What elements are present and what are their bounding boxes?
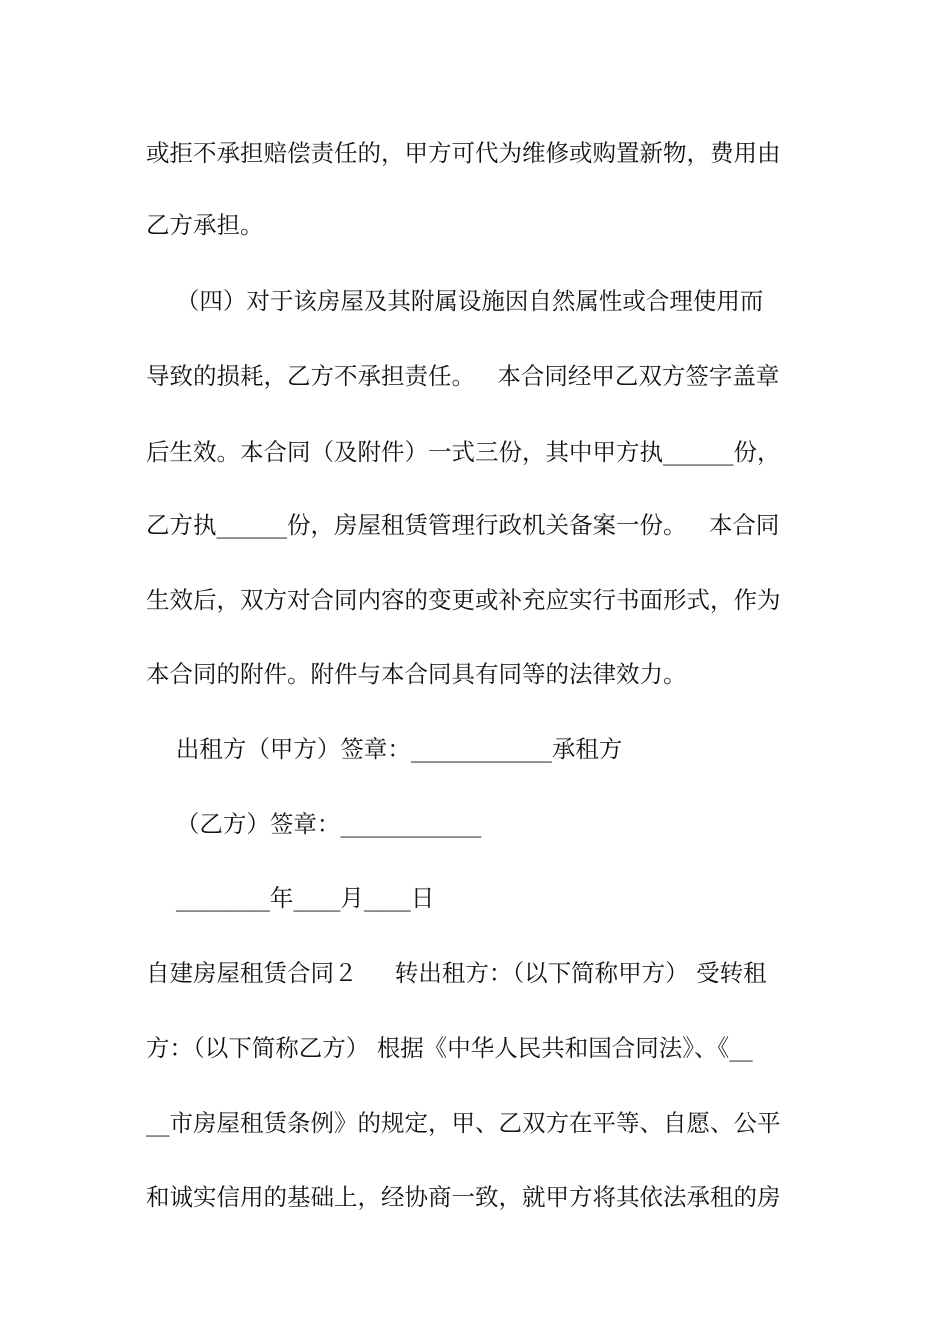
signature-line-lessee: （乙方）签章：____________ [146, 810, 482, 838]
text-line-6: 乙方执______份，房屋租赁管理行政机关备案一份。 本合同 [146, 511, 780, 539]
text-line-1: 或拒不承担赔偿责任的，甲方可代为维修或购置新物，费用由 [146, 139, 781, 167]
text-line-4: 导致的损耗，乙方不承担责任。 本合同经甲乙双方签字盖章 [146, 362, 780, 390]
text-line-8: 本合同的附件。附件与本合同具有同等的法律效力。 [146, 660, 687, 688]
text-line-3: （四）对于该房屋及其附属设施因自然属性或合理使用而 [146, 287, 764, 315]
text-line-14: __市房屋租赁条例》的规定，甲、乙双方在平等、自愿、公平 [146, 1109, 781, 1137]
signature-line-lessor: 出租方（甲方）签章：____________承租方 [146, 735, 623, 763]
date-line: ________年____月____日 [146, 884, 435, 912]
text-line-13: 方：（以下简称乙方） 根据《中华人民共和国合同法》、《__ [146, 1034, 753, 1062]
text-line-5: 后生效。本合同（及附件）一式三份，其中甲方执______份， [146, 438, 781, 466]
text-line-7: 生效后，双方对合同内容的变更或补充应实行书面形式，作为 [146, 586, 781, 614]
text-line-12: 自建房屋租赁合同２ 转出租方：（以下简称甲方） 受转租 [146, 959, 767, 987]
text-line-2: 乙方承担。 [146, 211, 264, 239]
text-line-15: 和诚实信用的基础上，经协商一致，就甲方将其依法承租的房 [146, 1183, 781, 1211]
